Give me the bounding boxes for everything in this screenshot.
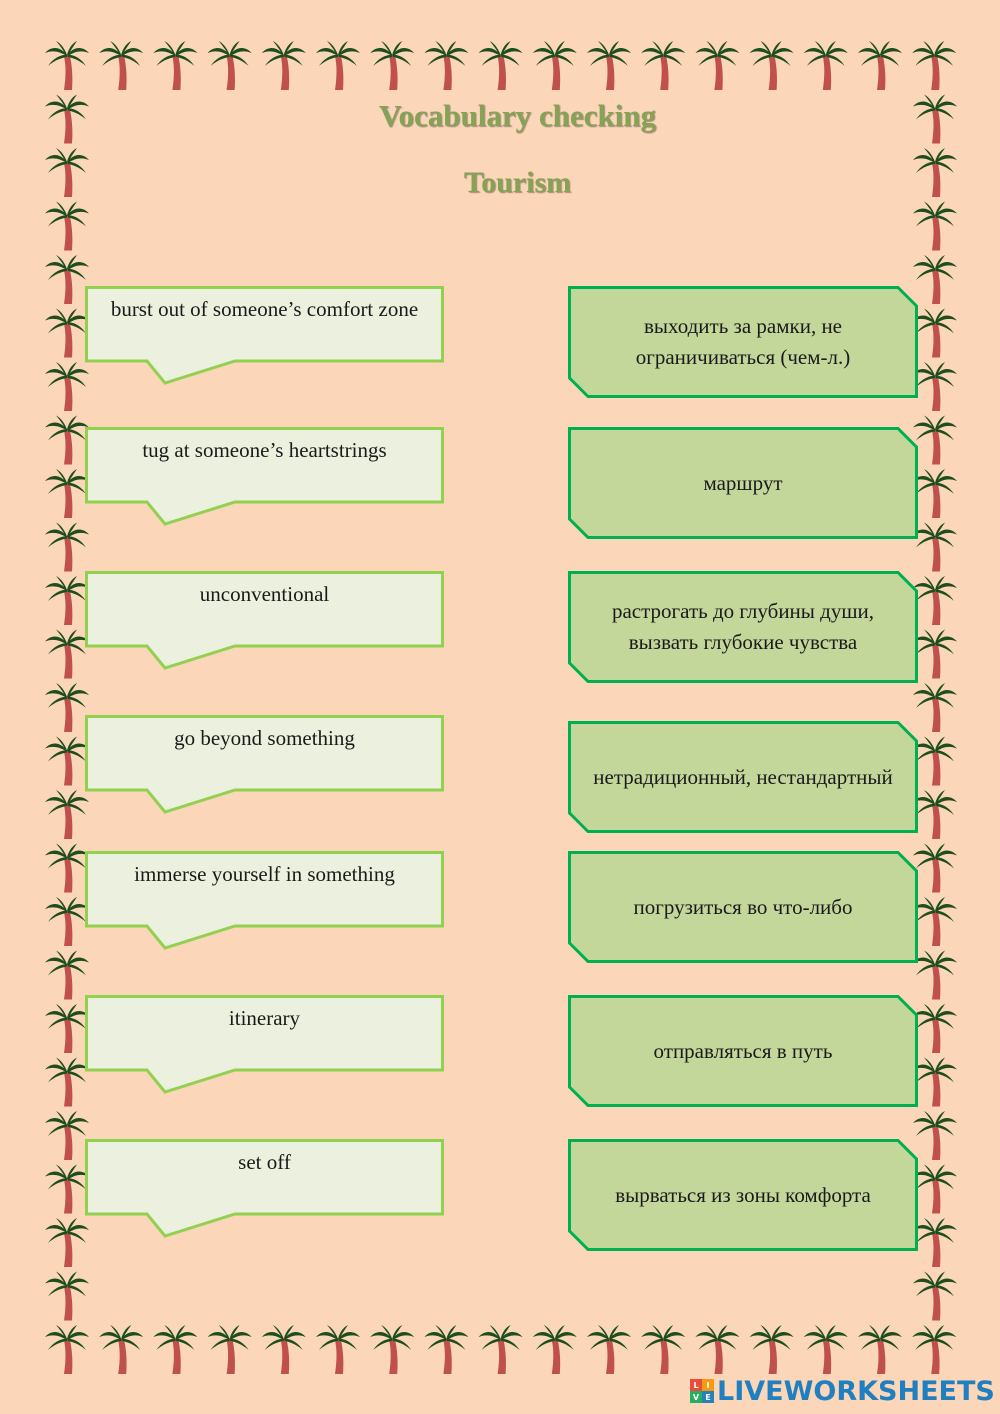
palm-tree-icon: [913, 255, 957, 304]
brand-icon-letter: L: [690, 1379, 702, 1391]
palm-tree-icon: [45, 1004, 89, 1053]
palm-tree-icon: [913, 844, 957, 893]
palm-tree-icon: [858, 41, 902, 90]
palm-tree-icon: [316, 1325, 360, 1374]
meaning-card[interactable]: [568, 721, 918, 833]
palm-tree-icon: [913, 1004, 957, 1053]
palm-tree-icon: [99, 1325, 143, 1374]
meaning-text: нетрадиционный, нестандартный: [593, 764, 893, 789]
meaning-card[interactable]: [568, 851, 918, 963]
palm-tree-icon: [316, 41, 360, 90]
term-card[interactable]: [85, 1139, 444, 1239]
term-card[interactable]: [85, 715, 444, 815]
palm-tree-icon: [587, 1325, 631, 1374]
palm-tree-icon: [208, 1325, 252, 1374]
palm-tree-icon: [913, 202, 957, 251]
term-card[interactable]: [85, 286, 444, 386]
palm-tree-icon: [913, 362, 957, 411]
palm-tree-icon: [695, 1325, 739, 1374]
term-text: tug at someone’s heartstrings: [142, 438, 387, 462]
palm-tree-icon: [153, 41, 197, 90]
brand-icon: [690, 1379, 714, 1403]
palm-tree-icon: [45, 576, 89, 625]
palm-tree-icon: [913, 790, 957, 839]
palm-tree-icon: [641, 1325, 685, 1374]
palm-tree-icon: [695, 41, 739, 90]
liveworksheets-logo[interactable]: [690, 1374, 995, 1408]
meaning-card[interactable]: [568, 1139, 918, 1251]
palm-tree-icon: [913, 523, 957, 572]
palm-tree-icon: [913, 309, 957, 358]
palm-tree-icon: [804, 1325, 848, 1374]
palm-tree-icon: [45, 1325, 89, 1374]
palm-tree-icon: [479, 41, 523, 90]
term-card[interactable]: [85, 851, 444, 951]
meaning-text: погрузиться во что-либо: [633, 894, 853, 919]
term-card[interactable]: [85, 995, 444, 1095]
palm-tree-icon: [913, 469, 957, 518]
meaning-card[interactable]: [568, 571, 918, 683]
palm-tree-icon: [858, 1325, 902, 1374]
palm-tree-icon: [424, 1325, 468, 1374]
term-card[interactable]: [85, 427, 444, 527]
palm-tree-icon: [45, 897, 89, 946]
palm-tree-icon: [45, 416, 89, 465]
palm-tree-icon: [750, 1325, 794, 1374]
palm-tree-icon: [45, 1218, 89, 1267]
palm-tree-icon: [479, 1325, 523, 1374]
palm-tree-icon: [913, 1218, 957, 1267]
palm-tree-icon: [750, 41, 794, 90]
palm-tree-icon: [913, 951, 957, 1000]
meaning-text: растрогать до глубины души, вызвать глубокие чувства: [611, 599, 875, 654]
meaning-text: выходить за рамки, не ограничиваться (чем-л.): [635, 314, 851, 369]
brand-icon-letter: V: [690, 1391, 702, 1403]
meaning-card[interactable]: [568, 427, 918, 539]
palm-tree-icon: [587, 41, 631, 90]
palm-tree-icon: [99, 41, 143, 90]
palm-tree-icon: [45, 362, 89, 411]
term-card[interactable]: [85, 571, 444, 671]
term-text: unconventional: [199, 582, 330, 606]
meaning-card[interactable]: [568, 286, 918, 398]
palm-tree-icon: [45, 255, 89, 304]
brand-icon-letter: I: [702, 1379, 714, 1391]
term-text: set off: [238, 1150, 291, 1174]
palm-tree-icon: [370, 41, 414, 90]
palm-tree-icon: [913, 737, 957, 786]
palm-tree-icon: [912, 1325, 956, 1374]
palm-tree-icon: [533, 41, 577, 90]
palm-tree-icon: [424, 41, 468, 90]
palm-tree-icon: [208, 41, 252, 90]
palm-tree-icon: [912, 41, 956, 90]
palm-tree-icon: [804, 41, 848, 90]
palm-tree-icon: [153, 1325, 197, 1374]
palm-tree-icon: [45, 1165, 89, 1214]
term-text: burst out of someone’s comfort zone: [110, 297, 419, 321]
palm-tree-icon: [641, 41, 685, 90]
palm-tree-icon: [45, 683, 89, 732]
palm-tree-icon: [533, 1325, 577, 1374]
palm-tree-icon: [913, 1058, 957, 1107]
term-text: itinerary: [228, 1006, 301, 1030]
palm-tree-icon: [45, 469, 89, 518]
palm-tree-icon: [45, 630, 89, 679]
meaning-text: маршрут: [703, 470, 783, 495]
palm-tree-icon: [913, 683, 957, 732]
palm-tree-icon: [45, 737, 89, 786]
palm-tree-icon: [913, 1272, 957, 1321]
palm-tree-icon: [45, 844, 89, 893]
palm-tree-icon: [45, 790, 89, 839]
palm-tree-icon: [913, 1165, 957, 1214]
term-text: immerse yourself in something: [134, 862, 395, 886]
palm-tree-icon: [45, 41, 89, 90]
palm-tree-icon: [45, 523, 89, 572]
palm-tree-icon: [45, 309, 89, 358]
brand-name: LIVEWORKSHEETS: [717, 1375, 995, 1407]
meaning-card[interactable]: [568, 995, 918, 1107]
meaning-text: вырваться из зоны комфорта: [615, 1182, 871, 1207]
palm-tree-icon: [45, 1111, 89, 1160]
palm-tree-icon: [913, 630, 957, 679]
page-title: Vocabulary checking: [378, 98, 657, 133]
palm-tree-icon: [913, 897, 957, 946]
palm-tree-icon: [370, 1325, 414, 1374]
palm-tree-icon: [45, 1058, 89, 1107]
palm-tree-icon: [45, 202, 89, 251]
palm-tree-icon: [913, 416, 957, 465]
palm-tree-icon: [262, 1325, 306, 1374]
meaning-text: отправляться в путь: [653, 1038, 833, 1063]
palm-tree-icon: [913, 1111, 957, 1160]
palm-tree-icon: [262, 41, 306, 90]
brand-icon-letter: E: [702, 1391, 714, 1403]
term-text: go beyond something: [174, 726, 355, 750]
palm-tree-icon: [45, 1272, 89, 1321]
palm-tree-icon: [45, 951, 89, 1000]
palm-tree-icon: [913, 576, 957, 625]
page-subtitle: Tourism: [463, 166, 572, 199]
